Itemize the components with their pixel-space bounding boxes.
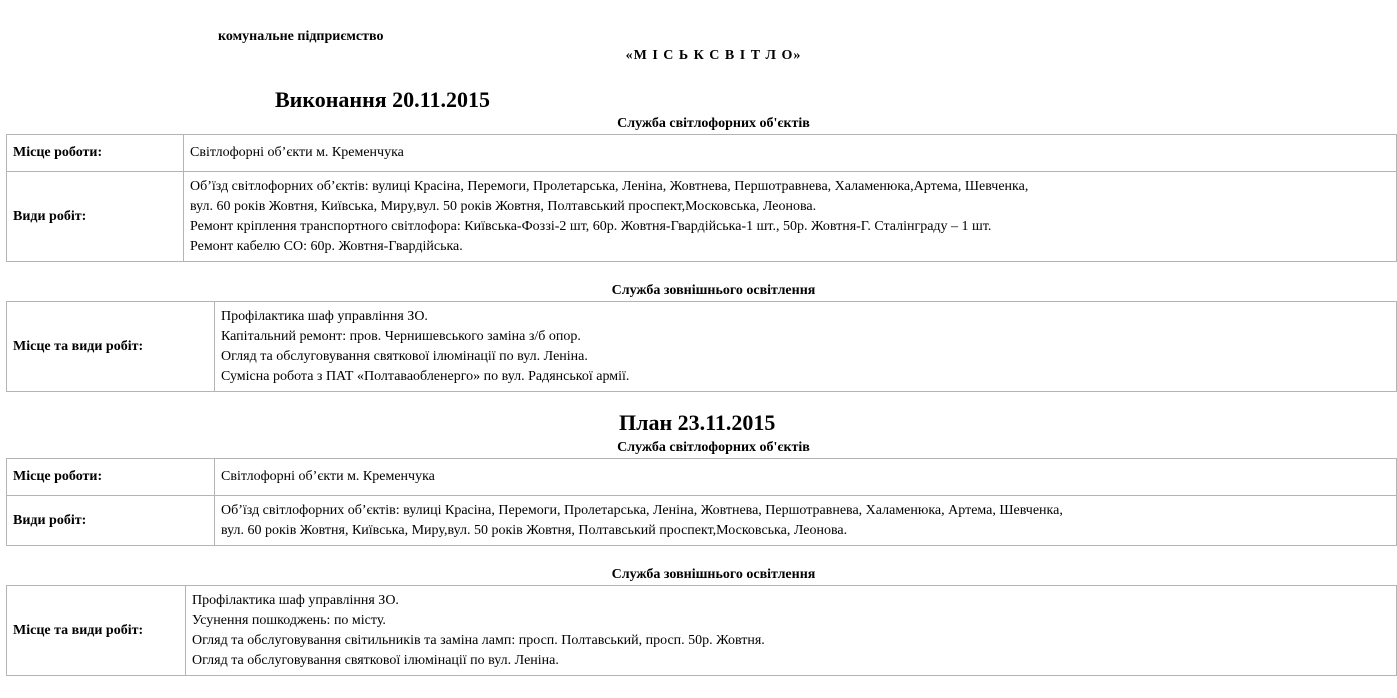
line: Об’їзд світлофорних об’єктів: вулиці Красіна, Перемоги, Пролетарська, Леніна, Жовтнева, Першотравнева, Халаменюка, Артема, Шевченка,	[221, 502, 1063, 518]
table-row	[7, 135, 1397, 172]
execution-title: Виконання 20.11.2015	[275, 87, 490, 112]
table-row	[7, 586, 1397, 676]
execution-traffic-service-title: Служба світлофорних об'єктів	[617, 116, 810, 131]
execution-lighting-table	[6, 301, 1397, 392]
line: Огляд та обслуговування святкової ілюмінації по вул. Леніна.	[192, 652, 559, 668]
table-row	[7, 302, 1397, 392]
line: Профілактика шаф управління ЗО.	[192, 592, 399, 608]
line: Ремонт кріплення транспортного світлофора: Київська-Фоззі-2 шт, 60р. Жовтня-Гвардійська-1 шт., 50р. Жовтня-Г. Сталінграду – 1 шт.	[190, 218, 992, 234]
plan-lighting-table	[6, 585, 1397, 676]
table-row	[7, 496, 1397, 546]
row-content	[215, 302, 1397, 392]
line: Профілактика шаф управління ЗО.	[221, 308, 428, 324]
row-content	[184, 172, 1397, 262]
row-content	[215, 496, 1397, 546]
table-row	[7, 459, 1397, 496]
line: Огляд та обслуговування світильників та заміна ламп: просп. Полтавський, просп. 50р. Жовтня.	[192, 632, 765, 648]
row-content	[186, 586, 1397, 676]
plan-title: План 23.11.2015	[619, 410, 776, 435]
line: Об’їзд світлофорних об’єктів: вулиці Красіна, Перемоги, Пролетарська, Леніна, Жовтнева, Першотравнева, Халаменюка,Артема, Шевченка,	[190, 178, 1029, 194]
row-label: Види робіт:	[7, 496, 215, 546]
company-name: «М І С Ь К С В І Т Л О»	[625, 48, 802, 63]
row-content	[215, 459, 1397, 496]
line: Усунення пошкоджень: по місту.	[192, 612, 386, 628]
line: Світлофорні об’єкти м. Кременчука	[221, 469, 435, 484]
row-label: Місце роботи:	[7, 459, 215, 496]
line: Огляд та обслуговування святкової ілюмінації по вул. Леніна.	[221, 348, 588, 364]
row-label: Види робіт:	[7, 172, 184, 262]
plan-traffic-table	[6, 458, 1397, 546]
row-label: Місце та види робіт:	[7, 586, 186, 676]
table-row	[7, 172, 1397, 262]
plan-traffic-service-title: Служба світлофорних об'єктів	[617, 440, 810, 455]
organization-type: комунальне підприємство	[218, 29, 384, 44]
execution-lighting-service-title: Служба зовнішнього освітлення	[611, 283, 816, 298]
line: Сумісна робота з ПАТ «Полтаваобленерго» по вул. Радянської армії.	[221, 368, 630, 384]
line: вул. 60 років Жовтня, Київська, Миру,вул. 50 років Жовтня, Полтавський проспект,Московська, Леонова.	[190, 198, 817, 214]
execution-traffic-table	[6, 134, 1397, 262]
line: Світлофорні об’єкти м. Кременчука	[190, 145, 404, 160]
line: вул. 60 років Жовтня, Київська, Миру,вул. 50 років Жовтня, Полтавський проспект,Московська, Леонова.	[221, 522, 848, 538]
line: Капітальний ремонт: пров. Чернишевського заміна з/б опор.	[221, 328, 581, 344]
line: Ремонт кабелю СО: 60р. Жовтня-Гвардійська.	[190, 238, 463, 254]
row-label: Місце роботи:	[7, 135, 184, 172]
plan-lighting-service-title: Служба зовнішнього освітлення	[611, 567, 816, 582]
row-content	[184, 135, 1397, 172]
row-label: Місце та види робіт:	[7, 302, 215, 392]
